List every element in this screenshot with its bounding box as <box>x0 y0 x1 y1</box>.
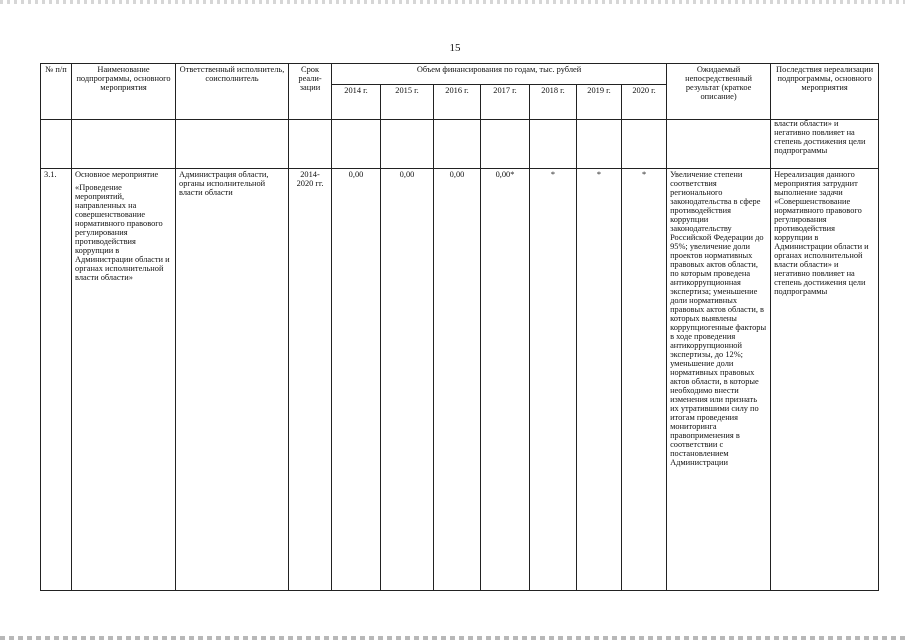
header-year-2018: 2018 г. <box>530 85 577 120</box>
row-value-2016: 0,00 <box>434 169 481 591</box>
cont-2016 <box>434 120 481 169</box>
cont-2015 <box>381 120 434 169</box>
row-name <box>72 169 176 591</box>
row-value-2017: 0,00* <box>481 169 530 591</box>
cont-name <box>72 120 176 169</box>
page-number: 15 <box>449 42 461 54</box>
header-year-2015: 2015 г. <box>381 85 434 120</box>
row-name-line2: «Проведение мероприятий, направленных на совершенствование нормативного правового регулирования противодействия коррупции в Администрации области и органах исполнительной власти области» <box>75 183 170 282</box>
cont-2014 <box>332 120 381 169</box>
table-row <box>41 169 879 591</box>
cont-2018 <box>530 120 577 169</box>
scan-edge-top <box>0 0 905 4</box>
cont-2017 <box>481 120 530 169</box>
header-num: № п/п <box>41 64 72 120</box>
header-year-2016: 2016 г. <box>434 85 481 120</box>
scan-edge-bottom <box>0 636 905 640</box>
row-value-2018: * <box>530 169 577 591</box>
row-executor: Администрация области, органы исполнительной власти области <box>176 169 289 591</box>
cont-2020 <box>622 120 667 169</box>
cont-2019 <box>577 120 622 169</box>
row-name-line1: Основное мероприятие <box>75 170 159 179</box>
header-row <box>41 64 879 85</box>
header-result: Ожидаемый непосредственный результат (краткое описание) <box>667 64 771 120</box>
table-row-continuation <box>41 120 879 169</box>
header-financing: Объем финансирования по годам, тыс. рублей <box>332 64 667 85</box>
row-consequences: Нереализация данного мероприятия затруднит выполнение задачи «Совершенствование нормативного правового регулирования противодействия коррупции в Администрации области и органах исполнительной власти области» и негативно повлияет на степень достижения цели подпрограммы <box>771 169 879 591</box>
row-term: 2014-2020 гг. <box>289 169 332 591</box>
header-term: Срок реали-зации <box>289 64 332 120</box>
header-year-2020: 2020 г. <box>622 85 667 120</box>
row-value-2019: * <box>577 169 622 591</box>
header-year-2019: 2019 г. <box>577 85 622 120</box>
row-num: 3.1. <box>41 169 72 591</box>
cont-num <box>41 120 72 169</box>
header-name: Наименование подпрограммы, основного мероприятия <box>72 64 176 120</box>
header-consequences: Последствия нереализации подпрограммы, основного мероприятия <box>771 64 879 120</box>
header-executor: Ответственный исполнитель, соисполнитель <box>176 64 289 120</box>
cont-executor <box>176 120 289 169</box>
row-value-2020: * <box>622 169 667 591</box>
header-year-2014: 2014 г. <box>332 85 381 120</box>
row-value-2014: 0,00 <box>332 169 381 591</box>
row-value-2015: 0,00 <box>381 169 434 591</box>
header-year-2017: 2017 г. <box>481 85 530 120</box>
cont-consequences-text: власти области» и негативно повлияет на степень достижения цели подпрограммы <box>774 119 866 155</box>
program-table <box>40 63 879 591</box>
cont-term <box>289 120 332 169</box>
row-result: Увеличение степени соответствия регионального законодательства в сфере противодействия коррупции законодательству Российской Федерации до 95%; увеличение доли проектов нормативных правовых актов области, по которым проведена антикоррупционная экспертиза; уменьшение доли нормативных правовых актов области, в которых выявлены коррупциогенные факторы в ходе проведения антикоррупционной экспертизы, до 12%; уменьшение доли нормативных правовых актов области, в которые необходимо внести изменения или признать их утратившими силу по итогам проведения мониторинга правоприменения в соответствии с постановлением Администрации <box>667 169 771 591</box>
cont-result <box>667 120 771 169</box>
cont-consequences <box>771 120 879 169</box>
